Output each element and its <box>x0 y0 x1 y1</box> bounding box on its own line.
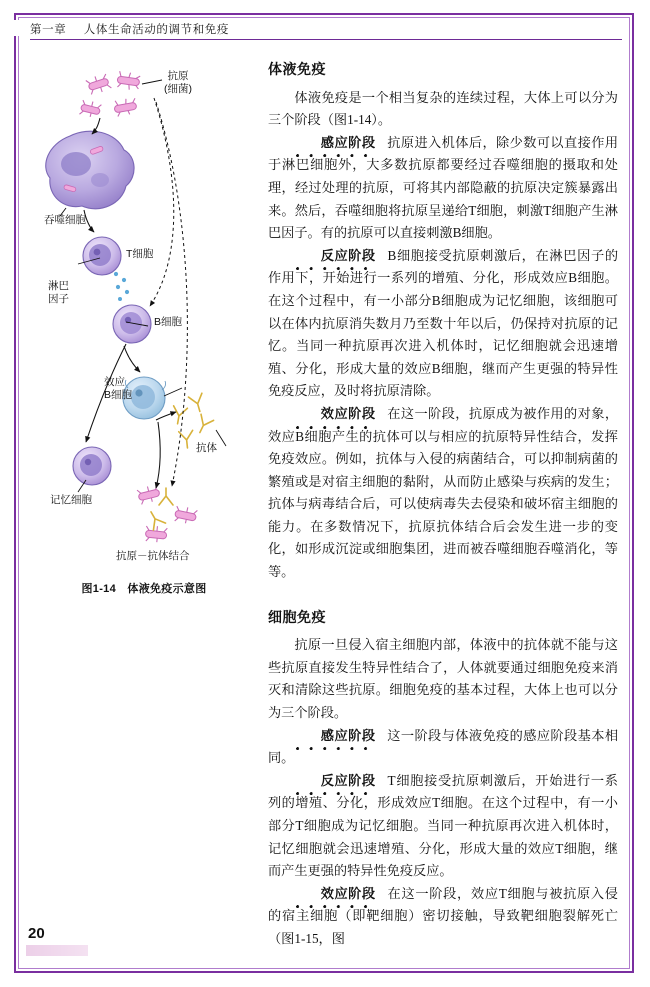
paragraph-cellular-stage-3: 效应阶段 在这一阶段，效应T细胞与被抗原入侵的宿主细胞（即靶细胞）密切接触，导致靶细胞裂解死亡（图1-15，图 <box>268 883 618 951</box>
stage-label-effector: 效应阶段 <box>294 403 375 426</box>
phagocyte-shape <box>46 131 134 209</box>
stage-label-induction-2: 感应阶段 <box>294 725 375 748</box>
label-b-cell: B细胞 <box>154 316 183 328</box>
paragraph-humoral-stage-2: 反应阶段 B细胞接受抗原刺激后，在淋巴因子的作用下，开始进行一系列的增殖、分化，形成效应B细胞。在这个过程中，有一小部分B细胞成为记忆细胞，该细胞可以在体内抗原消失数月乃至数十年以后，仍保持对抗原的记忆。当同一种抗原再次进入机体时，记忆细胞就会迅速增殖、分化，形成大量的效应B细胞，继而产生更强的特异性免疫反应，及时将抗原清除。 <box>268 245 618 403</box>
heading-humoral-immunity: 体液免疫 <box>268 61 326 77</box>
stage-label-reaction: 反应阶段 <box>294 245 375 268</box>
b-cell-shape <box>113 305 151 343</box>
paragraph-cellular-intro: 抗原一旦侵入宿主细胞内部，体液中的抗体就不能与这些抗原直接发生特异性结合了，人体就要通过细胞免疫来消灭和清除这些抗原。细胞免疫的基本过程，大体上也可以分为三个阶段。 <box>268 637 618 721</box>
figure-caption <box>30 580 258 596</box>
label-t-cell: T细胞 <box>126 248 154 260</box>
antigen-dashed-paths <box>150 98 187 486</box>
label-phagocyte: 吞噬细胞 <box>44 214 86 226</box>
figure-humoral-immunity <box>30 58 258 578</box>
antibody-shapes <box>171 393 214 448</box>
antigen-cluster-top <box>79 71 140 119</box>
label-antigen-antibody-complex: 抗原－抗体结合 <box>116 550 190 562</box>
label-effector-b-cell: 效应 B细胞 <box>104 376 133 401</box>
paragraph-humoral-stage-3: 效应阶段 在这一阶段，抗原成为被作用的对象，效应B细胞产生的抗体可以与相应的抗原特异性结合，发挥免疫效应。例如，抗体与入侵的病菌结合，可以抑制病菌的繁殖或是对宿主细胞的黏附，从而防止感染与疾病的发生；抗体与病毒结合后，可以使病毒失去侵染和破坏宿主细胞的能力。在多数情况下，抗原抗体结合后会发生进一步的变化，如形成沉淀或细胞集团，进而被吞噬细胞吞噬消化，等等。 <box>268 403 618 584</box>
running-head-title: 人体生命活动的调节和免疫 <box>83 24 229 36</box>
figure-caption-label: 图1-14 <box>81 583 117 595</box>
body-text-column <box>268 58 619 946</box>
page-color-swatch <box>26 945 88 956</box>
paragraph-cellular-stage-1: 感应阶段 这一阶段与体液免疫的感应阶段基本相同。 <box>268 725 618 770</box>
lymphokine-dots <box>114 272 129 301</box>
stage-label-induction: 感应阶段 <box>294 132 375 155</box>
label-antibody: 抗体 <box>196 442 217 454</box>
paragraph-humoral-stage-1: 感应阶段 抗原进入机体后，除少数可以直接作用于淋巴细胞外，大多数抗原都要经过吞噬细胞的摄取和处理，经过处理的抗原，可将其内部隐蔽的抗原决定簇暴露出来。然后，吞噬细胞将抗原呈递给T细胞，刺激T细胞产生淋巴因子。有的抗原可以直接刺激B细胞。 <box>268 132 618 245</box>
running-head <box>30 21 620 37</box>
paragraph-cellular-stage-2: 反应阶段 T细胞接受抗原刺激后，开始进行一系列的增殖、分化，形成效应T细胞。在这个过程中，有一小部分T细胞成为记忆细胞。当同一种抗原再次进入机体时，记忆细胞就会迅速增殖、分化，形成大量的效应T细胞，继而产生更强的特异性免疫反应。 <box>268 770 618 883</box>
antigen-antibody-complex <box>137 484 198 543</box>
t-cell-shape <box>83 237 121 275</box>
memory-cell-shape <box>73 447 111 485</box>
page-number: 20 <box>28 925 45 942</box>
label-antigen: 抗原 (细菌) <box>164 70 192 95</box>
running-head-chapter: 第一章 <box>30 24 67 36</box>
paragraph-humoral-intro: 体液免疫是一个相当复杂的连续过程，大体上可以分为三个阶段（图1-14）。 <box>268 89 618 128</box>
figure-column <box>30 58 258 618</box>
stage-label-effector-2: 效应阶段 <box>294 883 375 906</box>
figure-caption-text: 体液免疫示意图 <box>127 583 207 595</box>
stage-label-reaction-2: 反应阶段 <box>294 770 375 793</box>
heading-cellular-immunity: 细胞免疫 <box>268 608 326 625</box>
label-lymphokine: 淋巴 因子 <box>48 280 69 305</box>
running-head-rule <box>30 39 622 40</box>
label-memory-cell: 记忆细胞 <box>50 494 92 506</box>
